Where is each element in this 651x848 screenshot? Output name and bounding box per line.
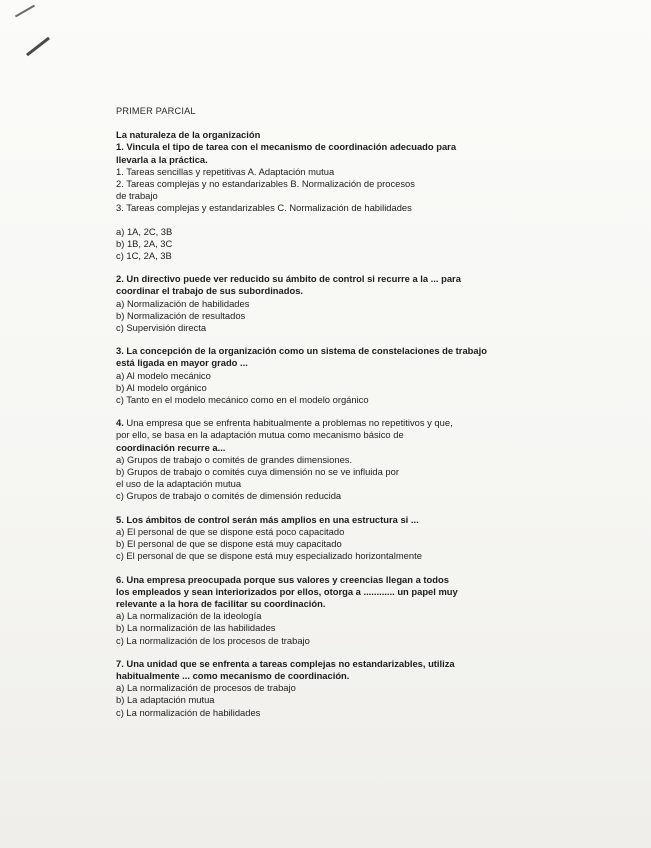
question-7: [116, 658, 476, 719]
list-item: 1. Tareas sencillas y repetitivas A. Adaptación mutua: [116, 165, 335, 177]
option-c: c) Supervisión directa: [116, 322, 207, 334]
question-text: coordinación recurre a...: [116, 441, 226, 453]
option-a: a) La normalización de procesos de trabajo: [116, 682, 296, 694]
section-title: La naturaleza de la organización: [116, 129, 261, 141]
question-text: 4. Una empresa que se enfrenta habitualmente a problemas no repetitivos y que,: [116, 417, 453, 429]
list-item: de trabajo: [116, 190, 158, 202]
question-text: llevarla a la práctica.: [116, 153, 208, 165]
option-b: b) Grupos de trabajo o comités cuya dimensión no se ve influida por: [116, 466, 399, 478]
question-4: [116, 417, 476, 502]
option-b: b) La normalización de las habilidades: [116, 622, 276, 634]
highlight-mark: 4.: [116, 417, 124, 429]
question-text: está ligada en mayor grado ...: [116, 357, 248, 369]
question-1: [116, 141, 476, 262]
option-c: c) La normalización de los procesos de trabajo: [116, 634, 310, 646]
option-c: c) Tanto en el modelo mecánico como en el modelo orgánico: [116, 394, 369, 406]
option-a: a) 1A, 2C, 3B: [116, 225, 173, 237]
option-a: a) Al modelo mecánico: [116, 369, 211, 381]
question-text: los empleados y sean interiorizados por ellos, otorga a ............ un papel muy: [116, 585, 458, 597]
question-text: coordinar el trabajo de sus subordinados.: [116, 285, 304, 297]
list-item: 3. Tareas complejas y estandarizables C. Normalización de habilidades: [116, 202, 412, 214]
option-b: b) El personal de que se dispone está muy capacitado: [116, 538, 342, 550]
question-text: 2. Un directivo puede ver reducido su ámbito de control si recurre a la ... para: [116, 273, 461, 285]
question-text: por ello, se basa en la adaptación mutua como mecanismo básico de: [116, 429, 404, 441]
question-text: relevante a la hora de facilitar su coordinación.: [116, 597, 326, 609]
option-c: c) La normalización de habilidades: [116, 706, 261, 718]
exam-content: [116, 105, 487, 730]
question-text: 5. Los ámbitos de control serán más amplios en una estructura si ...: [116, 513, 419, 525]
option-c: c) 1C, 2A, 3B: [116, 250, 172, 262]
question-text: 3. La concepción de la organización como un sistema de constelaciones de trabajo: [116, 345, 487, 357]
option-b: b) Al modelo orgánico: [116, 381, 207, 393]
option-c: c) El personal de que se dispone está muy especializado horizontalmente: [116, 550, 422, 562]
option-a: a) El personal de que se dispone está poco capacitado: [116, 525, 345, 537]
highlight-mark: 2.: [116, 273, 124, 285]
pen-mark: [26, 37, 50, 57]
question-text: 7. Una unidad que se enfrenta a tareas complejas no estandarizables, utiliza: [116, 657, 455, 669]
option-a: a) La normalización de la ideología: [116, 610, 262, 622]
option-c: c) Grupos de trabajo o comités de dimensión reducida: [116, 490, 342, 502]
question-2: [116, 273, 476, 334]
option-b-continued: el uso de la adaptación mutua: [116, 478, 242, 490]
question-text: habitualmente ... como mecanismo de coordinación.: [116, 669, 350, 681]
question-text: 1. Vincula el tipo de tarea con el mecanismo de coordinación adecuado para: [116, 141, 457, 153]
pen-mark: [15, 5, 35, 18]
option-a: a) Normalización de habilidades: [116, 297, 250, 309]
option-b: b) La adaptación mutua: [116, 694, 215, 706]
option-a: a) Grupos de trabajo o comités de grandes dimensiones.: [116, 453, 353, 465]
question-5: [116, 514, 476, 563]
page-title: PRIMER PARCIAL: [116, 106, 196, 116]
question-text: 6. Una empresa preocupada porque sus valores y creencias llegan a todos: [116, 573, 449, 585]
option-b: b) 1B, 2A, 3C: [116, 237, 173, 249]
question-6: [116, 574, 476, 647]
list-item: 2. Tareas complejas y no estandarizables B. Normalización de procesos: [116, 178, 415, 190]
question-3: [116, 345, 487, 406]
option-b: b) Normalización de resultados: [116, 309, 246, 321]
